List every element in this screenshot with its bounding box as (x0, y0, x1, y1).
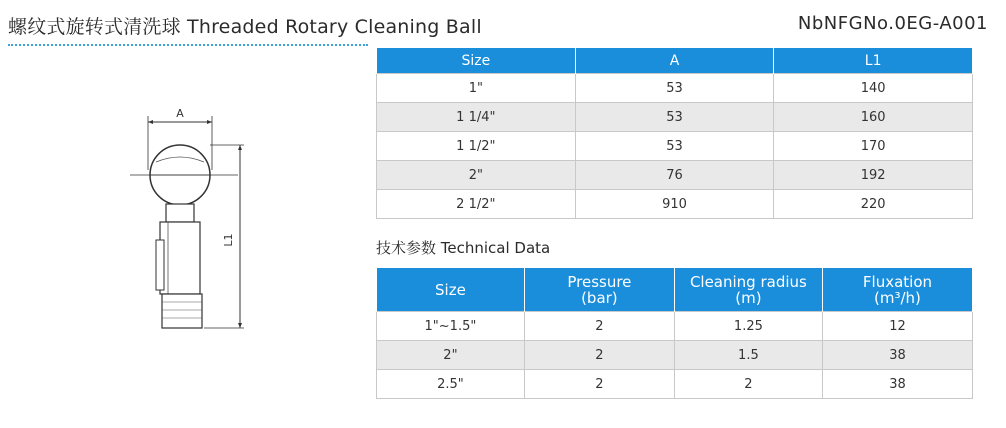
cell-size: 2.5" (377, 370, 525, 399)
cell-l1: 140 (774, 74, 973, 103)
col-fluxation-label: Fluxation (862, 272, 933, 291)
cell-fluxation: 38 (822, 370, 972, 399)
table-row (377, 103, 973, 132)
col-pressure-unit: (bar) (581, 288, 618, 307)
cleaning-ball-drawing (120, 100, 260, 340)
technical-data-table (376, 268, 973, 399)
cell-cleaning-radius: 2 (674, 370, 822, 399)
cell-a: 76 (575, 161, 774, 190)
cell-size: 2" (377, 161, 576, 190)
cell-cleaning-radius: 1.5 (674, 341, 822, 370)
cell-a: 53 (575, 132, 774, 161)
col-size-label: Size (435, 280, 466, 299)
cell-size: 1"~1.5" (377, 312, 525, 341)
cell-size: 1 1/2" (377, 132, 576, 161)
cell-pressure: 2 (524, 370, 674, 399)
col-l1: L1 (774, 48, 973, 74)
table-row (377, 161, 973, 190)
cell-size: 1" (377, 74, 576, 103)
table-row (377, 341, 973, 370)
cell-l1: 220 (774, 190, 973, 219)
col-size (377, 268, 525, 312)
technical-table-header (377, 268, 973, 312)
cell-a: 53 (575, 74, 774, 103)
col-a: A (575, 48, 774, 74)
table-row (377, 190, 973, 219)
cell-l1: 160 (774, 103, 973, 132)
table-row (377, 74, 973, 103)
table-row (377, 132, 973, 161)
dimension-l1-label: L1 (222, 233, 235, 247)
size-table-header (377, 48, 973, 74)
col-cleaning-radius-unit: (m) (735, 288, 762, 307)
cell-a: 910 (575, 190, 774, 219)
dimension-a-label: A (176, 107, 184, 120)
col-cleaning-radius-label: Cleaning radius (689, 272, 807, 291)
cell-l1: 192 (774, 161, 973, 190)
col-fluxation-unit: (m³/h) (874, 288, 921, 307)
header-divider (8, 44, 368, 46)
cell-cleaning-radius: 1.25 (674, 312, 822, 341)
cell-fluxation: 12 (822, 312, 972, 341)
product-code: NbNFGNo.0EG-A001 (797, 13, 988, 34)
cell-pressure: 2 (524, 341, 674, 370)
cell-size: 1 1/4" (377, 103, 576, 132)
cell-pressure: 2 (524, 312, 674, 341)
col-cleaning-radius (674, 268, 822, 312)
cell-fluxation: 38 (822, 341, 972, 370)
col-pressure (524, 268, 674, 312)
cell-a: 53 (575, 103, 774, 132)
page-title: 螺纹式旋转式清洗球 Threaded Rotary Cleaning Ball (8, 16, 482, 38)
cell-size: 2 1/2" (377, 190, 576, 219)
technical-data-heading: 技术参数 Technical Data (376, 239, 551, 257)
col-fluxation (822, 268, 972, 312)
col-size: Size (377, 48, 576, 74)
table-row (377, 312, 973, 341)
cell-size: 2" (377, 341, 525, 370)
table-row (377, 370, 973, 399)
size-table (376, 48, 973, 219)
cell-l1: 170 (774, 132, 973, 161)
col-pressure-label: Pressure (567, 272, 632, 291)
